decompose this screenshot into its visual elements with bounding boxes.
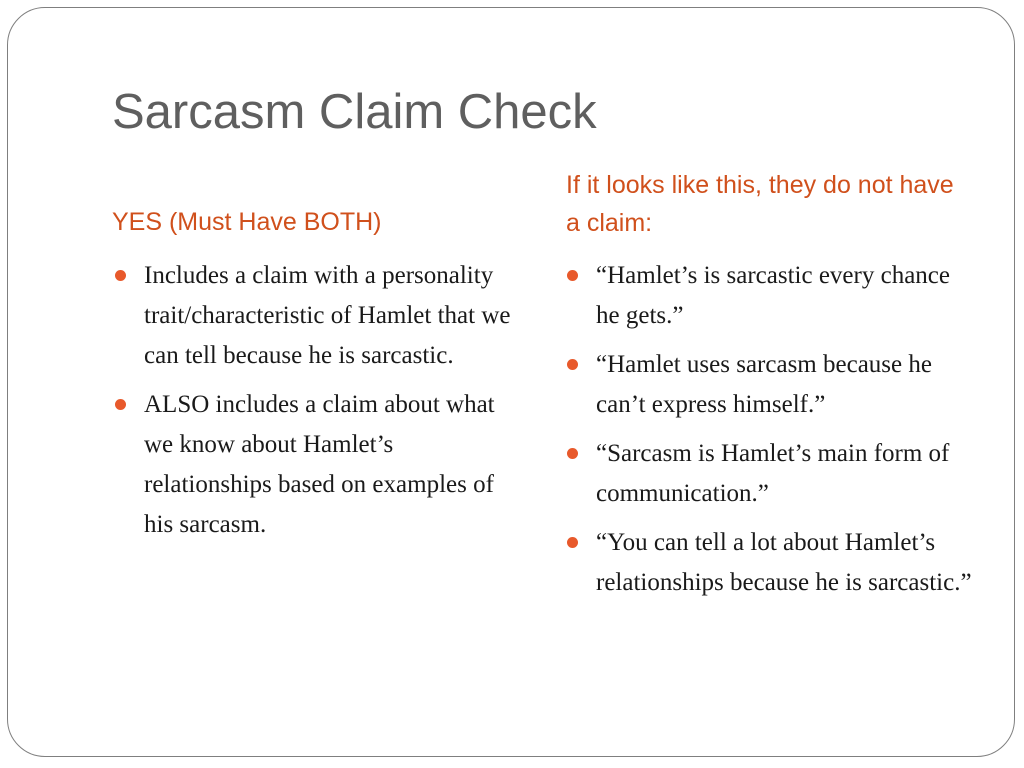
bullet-icon [115,270,126,281]
list-item [564,434,974,514]
bullet-icon [567,359,578,370]
list-item-text: “You can tell a lot about Hamlet’s relationships because he is sarcastic.” [596,529,972,596]
bullet-icon [567,270,578,281]
list-item-text: “Hamlet uses sarcasm because he can’t express himself.” [596,351,932,418]
bullet-icon [115,399,126,410]
bullet-icon [567,537,578,548]
list-item-text: “Hamlet’s is sarcastic every chance he gets.” [596,262,950,329]
list-item-text: Includes a claim with a personality trait/characteristic of Hamlet that we can tell because he is sarcastic. [144,262,511,369]
list-item-text: “Sarcasm is Hamlet’s main form of communication.” [596,440,950,507]
list-item [112,256,512,376]
list-item-text: ALSO includes a claim about what we know about Hamlet’s relationships based on examples of his sarcasm. [144,391,495,538]
list-item [112,385,512,545]
list-item [564,256,974,336]
slide-title: Sarcasm Claim Check [112,85,597,139]
bullet-icon [567,448,578,459]
left-bullet-list [112,256,512,554]
left-column-heading: YES (Must Have BOTH) [112,208,382,236]
right-column-heading: If it looks like this, they do not have a claim: [566,171,954,237]
list-item [564,523,974,603]
list-item [564,345,974,425]
right-bullet-list [564,256,974,612]
